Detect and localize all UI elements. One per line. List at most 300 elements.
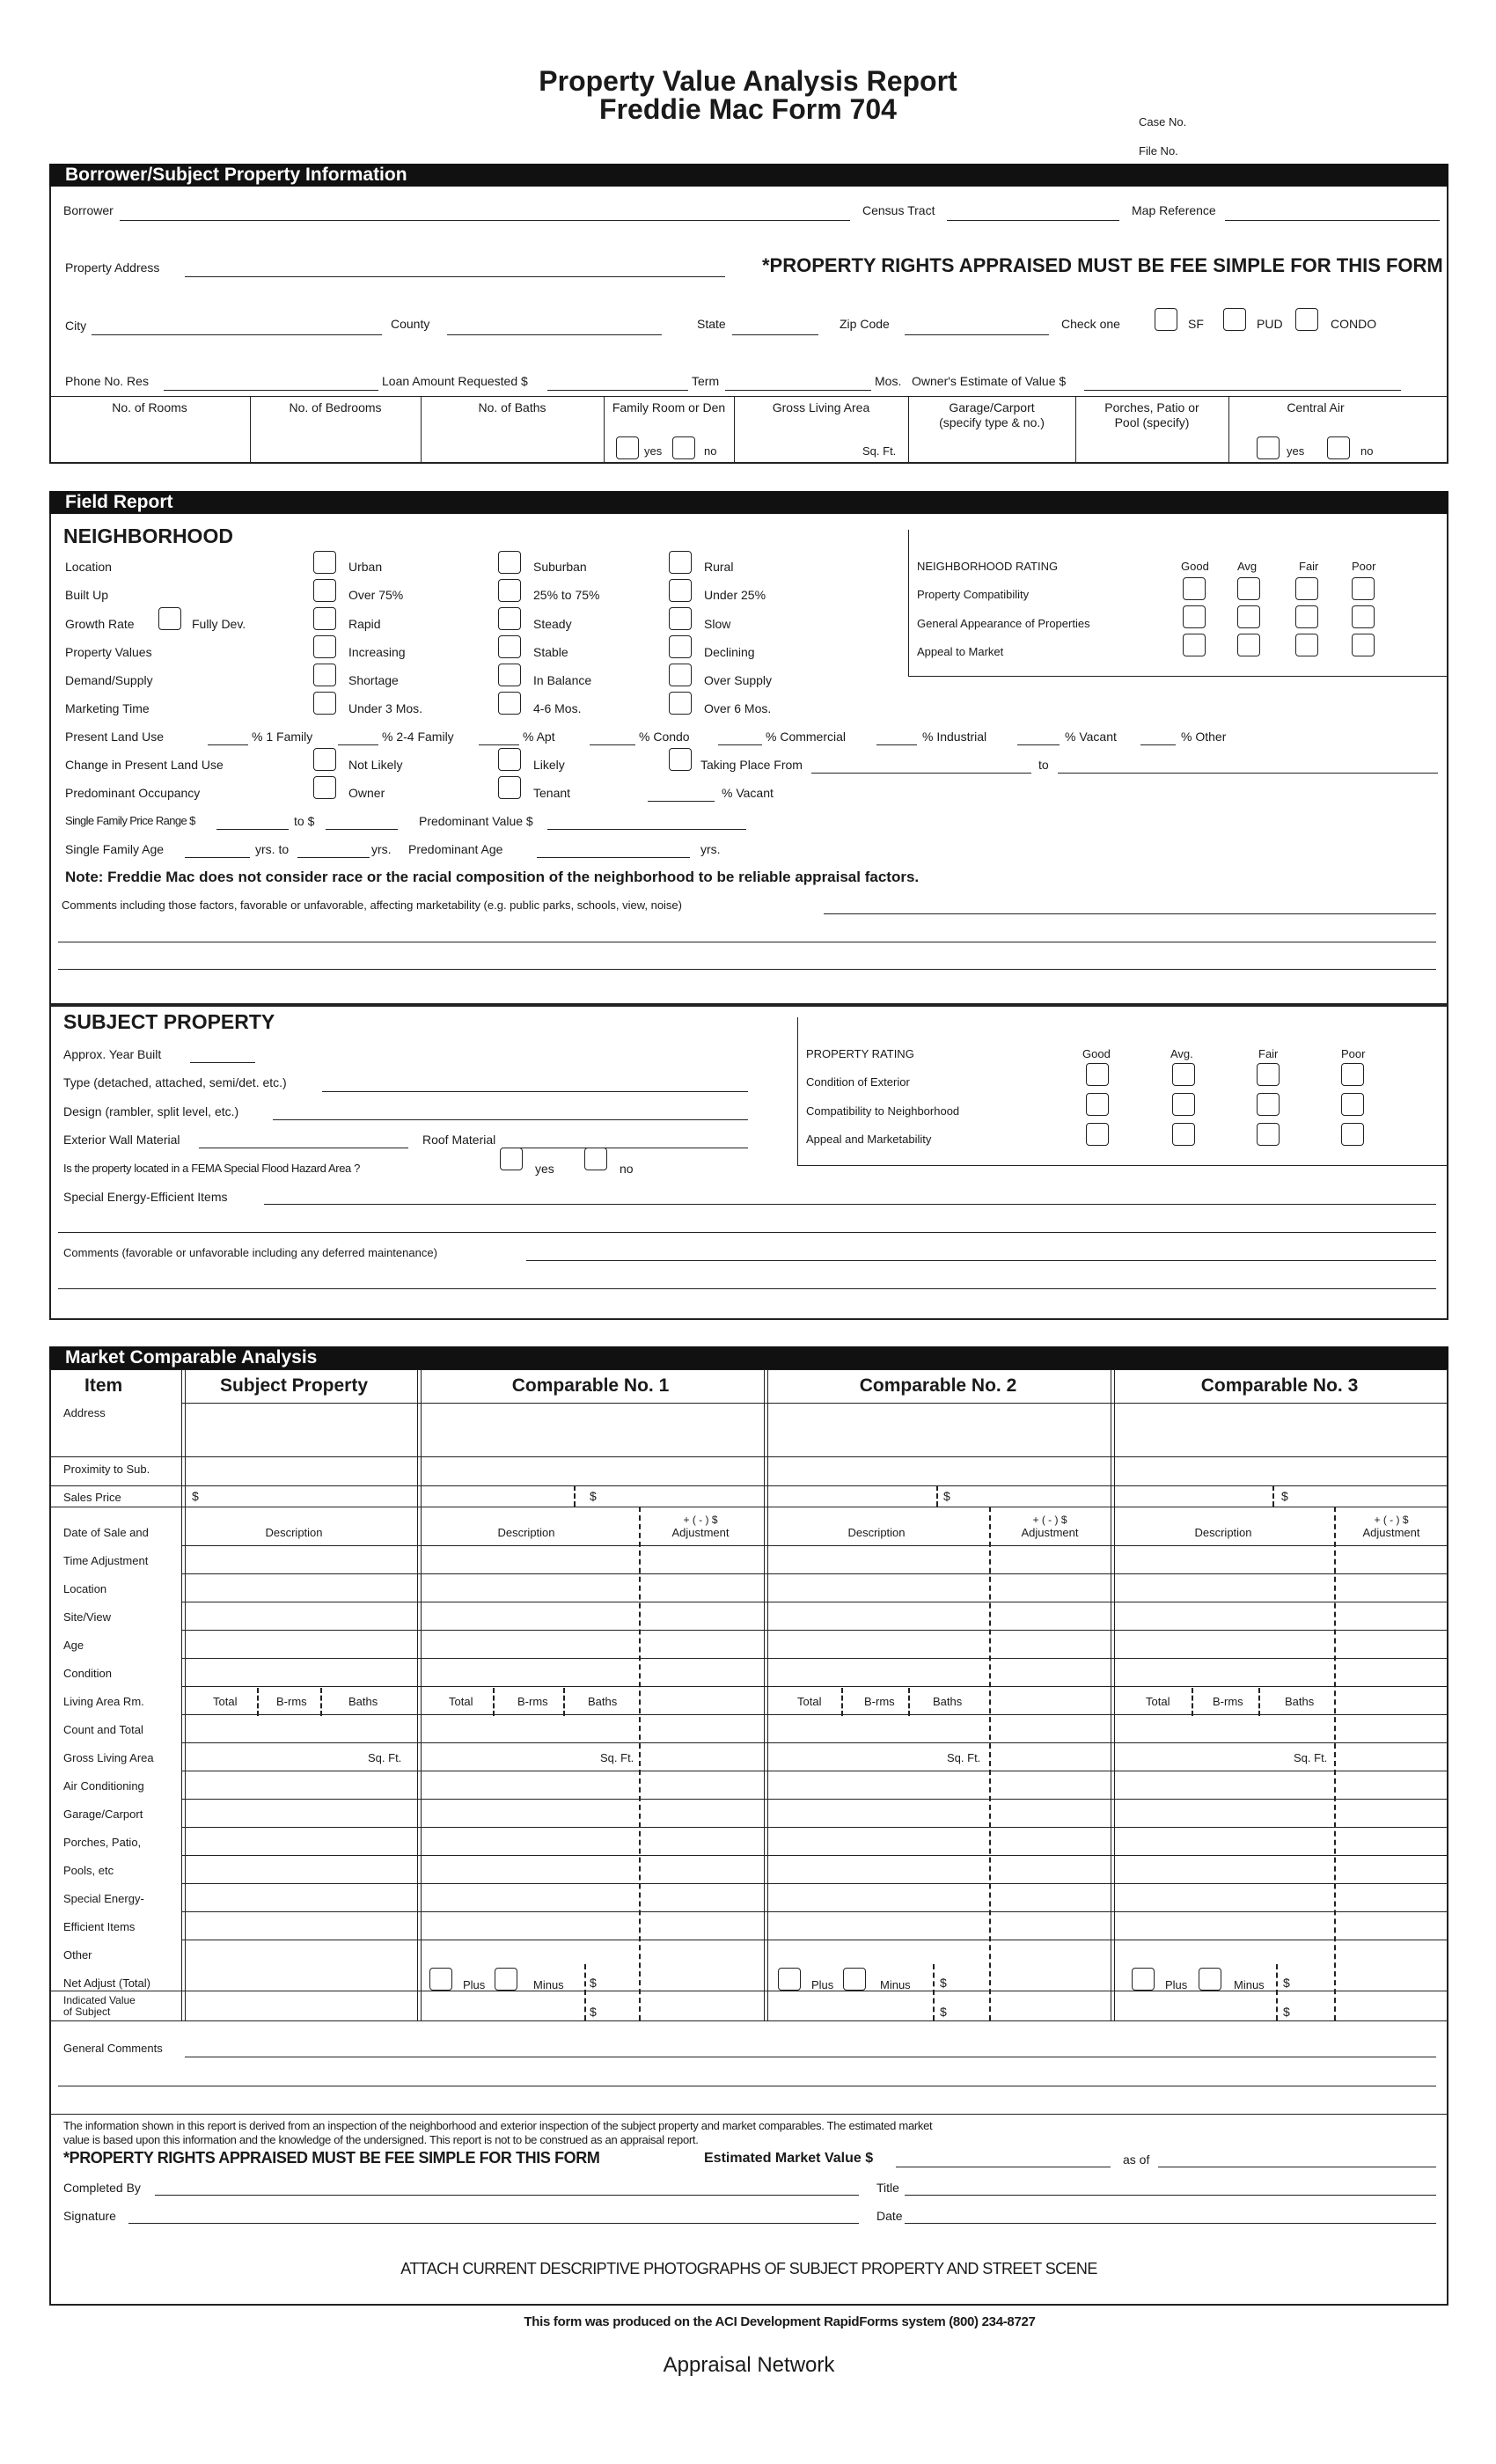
item-count-total: Count and Total bbox=[63, 1723, 143, 1736]
comp-3-plus-checkbox[interactable] bbox=[1132, 1968, 1155, 1991]
family-room-no-label: no bbox=[704, 444, 717, 458]
property-rating-checkbox[interactable] bbox=[1086, 1063, 1109, 1086]
subject-description-label: Description bbox=[265, 1526, 323, 1539]
field-report-header: Field Report bbox=[49, 491, 1448, 514]
25-to-75-checkbox[interactable] bbox=[498, 579, 521, 602]
property-rating-checkbox[interactable] bbox=[1341, 1093, 1364, 1116]
census-tract-label: Census Tract bbox=[862, 203, 935, 217]
land-use-input[interactable] bbox=[1017, 744, 1060, 745]
title-label: Title bbox=[876, 2181, 899, 2195]
property-rating-checkbox[interactable] bbox=[1086, 1093, 1109, 1116]
yrs-label: yrs. bbox=[371, 842, 392, 856]
pud-checkbox[interactable] bbox=[1223, 308, 1246, 331]
term-label: Term bbox=[692, 374, 720, 388]
fema-yes-checkbox[interactable] bbox=[500, 1148, 523, 1170]
address-label: Address bbox=[63, 1406, 106, 1419]
compatibility-neighborhood-label: Compatibility to Neighborhood bbox=[806, 1104, 960, 1118]
comp-3-description-label: Description bbox=[1194, 1526, 1252, 1539]
type-label: Type (detached, attached, semi/det. etc.) bbox=[63, 1075, 287, 1089]
single-family-age-label: Single Family Age bbox=[65, 842, 165, 856]
steady-checkbox[interactable] bbox=[498, 607, 521, 630]
property-rating-checkbox[interactable] bbox=[1257, 1123, 1280, 1146]
land-use-input[interactable] bbox=[338, 744, 378, 745]
zip-code-input[interactable] bbox=[905, 334, 1049, 335]
land-use-input[interactable] bbox=[718, 744, 762, 745]
loan-amount-label: Loan Amount Requested $ bbox=[382, 374, 528, 388]
mos-label: Mos. bbox=[875, 374, 902, 388]
property-rating-box-bottom bbox=[797, 1165, 1447, 1166]
grid-line bbox=[181, 1883, 1447, 1884]
comp-1-adjustment-label: Adjustment bbox=[671, 1526, 730, 1539]
family-room-yes-label: yes bbox=[644, 444, 663, 458]
item-garage-carport: Garage/Carport bbox=[63, 1808, 143, 1821]
4-6-mos-checkbox[interactable] bbox=[498, 692, 521, 715]
neighborhood-comments-input[interactable] bbox=[824, 913, 1436, 914]
comp-1-total-label: Total bbox=[449, 1695, 473, 1708]
comp-3-baths-label: Baths bbox=[1285, 1695, 1315, 1708]
location-label: Location bbox=[65, 560, 112, 574]
neighborhood-comments-label: Comments including those factors, favorable or unfavorable, affecting marketability (e.g. public parks, schools, view, noise) bbox=[62, 898, 682, 912]
demand-supply-label: Demand/Supply bbox=[65, 673, 153, 687]
grid-dashed-line bbox=[574, 1485, 576, 1507]
item-col-header: Item bbox=[84, 1375, 123, 1396]
land-use-input[interactable] bbox=[208, 744, 248, 745]
item-date-of-sale: Date of Sale and bbox=[63, 1526, 149, 1539]
grid-dashed-line bbox=[1272, 1485, 1274, 1507]
comp-3-total-label: Total bbox=[1146, 1695, 1170, 1708]
comp-2-minus-checkbox[interactable] bbox=[843, 1968, 866, 1991]
over-supply-label: Over Supply bbox=[704, 673, 773, 687]
rating-checkbox[interactable] bbox=[1183, 605, 1206, 628]
sf-label: SF bbox=[1188, 317, 1204, 331]
grid-line bbox=[49, 2020, 1447, 2021]
grid-line bbox=[49, 1456, 1447, 1457]
predominant-age-yrs-label: yrs. bbox=[700, 842, 721, 856]
rating-checkbox[interactable] bbox=[1237, 577, 1260, 600]
comp-2-brms-label: B-rms bbox=[864, 1695, 895, 1708]
property-rating-checkbox[interactable] bbox=[1341, 1063, 1364, 1086]
vacant-input[interactable] bbox=[648, 801, 715, 802]
baths-label: No. of Baths bbox=[478, 400, 546, 414]
design-input[interactable] bbox=[273, 1119, 748, 1120]
grid-dashed-line bbox=[936, 1485, 938, 1507]
rating-checkbox[interactable] bbox=[1237, 605, 1260, 628]
comp-3-minus-checkbox[interactable] bbox=[1199, 1968, 1221, 1991]
grid-dashed-line bbox=[933, 1964, 935, 2020]
grid-dashed-line bbox=[320, 1688, 322, 1716]
item-other: Other bbox=[63, 1948, 92, 1962]
property-rating-checkbox[interactable] bbox=[1172, 1063, 1195, 1086]
grid-line bbox=[181, 1827, 1447, 1828]
likely-label: Likely bbox=[533, 758, 565, 772]
property-rating-checkbox[interactable] bbox=[1257, 1063, 1280, 1086]
comp-2-indicated-dollar: $ bbox=[940, 2005, 947, 2019]
comp-3-sqft-label: Sq. Ft. bbox=[1294, 1751, 1328, 1764]
fema-no-checkbox[interactable] bbox=[584, 1148, 607, 1170]
rating-col-fair: Fair bbox=[1299, 560, 1319, 573]
under-25-checkbox[interactable] bbox=[669, 579, 692, 602]
grid-line bbox=[181, 1855, 1447, 1856]
property-rating-checkbox[interactable] bbox=[1172, 1093, 1195, 1116]
footer-fee-simple-notice: *PROPERTY RIGHTS APPRAISED MUST BE FEE SIMPLE FOR THIS FORM bbox=[63, 2149, 600, 2167]
stable-checkbox[interactable] bbox=[498, 635, 521, 658]
property-rating-checkbox[interactable] bbox=[1257, 1093, 1280, 1116]
comp-1-header: Comparable No. 1 bbox=[511, 1375, 670, 1396]
city-input[interactable] bbox=[92, 334, 382, 335]
land-use-apt: % Apt bbox=[523, 730, 555, 744]
rating-col-good: Good bbox=[1181, 560, 1209, 573]
grid-dashed-line bbox=[841, 1688, 843, 1716]
over-supply-checkbox[interactable] bbox=[669, 664, 692, 686]
land-use-other: % Other bbox=[1181, 730, 1227, 744]
subject-sqft-label: Sq. Ft. bbox=[368, 1751, 402, 1764]
rating-checkbox[interactable] bbox=[1183, 634, 1206, 656]
grid-dashed-line bbox=[257, 1688, 259, 1716]
grid-dashed-line bbox=[584, 1964, 586, 2020]
property-rating-checkbox[interactable] bbox=[1172, 1123, 1195, 1146]
taking-place-from-input[interactable] bbox=[811, 773, 1031, 774]
urban-label: Urban bbox=[348, 560, 383, 574]
bedrooms-label: No. of Bedrooms bbox=[289, 400, 382, 414]
grid-column-line bbox=[181, 1369, 182, 2020]
fema-question: Is the property located in a FEMA Special Flood Hazard Area ? bbox=[63, 1162, 360, 1175]
shortage-checkbox[interactable] bbox=[313, 664, 336, 686]
phone-label: Phone No. Res bbox=[65, 374, 149, 388]
land-use-input[interactable] bbox=[590, 744, 635, 745]
item-efficient-items: Efficient Items bbox=[63, 1920, 136, 1933]
item-time-adjustment: Time Adjustment bbox=[63, 1554, 149, 1567]
under-3-mos-checkbox[interactable] bbox=[313, 692, 336, 715]
rapid-checkbox[interactable] bbox=[313, 607, 336, 630]
taking-place-to-label: to bbox=[1038, 758, 1049, 772]
property-rating-checkbox[interactable] bbox=[1341, 1123, 1364, 1146]
grid-line bbox=[49, 1369, 1447, 1370]
comp-1-baths-label: Baths bbox=[588, 1695, 618, 1708]
grid-dashed-line bbox=[989, 1507, 991, 2020]
tenant-checkbox[interactable] bbox=[498, 776, 521, 799]
file-no-label: File No. bbox=[1139, 144, 1178, 158]
marketing-time-label: Marketing Time bbox=[65, 701, 150, 715]
comp-2-header: Comparable No. 2 bbox=[859, 1375, 1017, 1396]
price-range-to-input[interactable] bbox=[326, 829, 398, 830]
shortage-label: Shortage bbox=[348, 673, 399, 687]
grid-dashed-line bbox=[1192, 1688, 1193, 1716]
slow-checkbox[interactable] bbox=[669, 607, 692, 630]
comp-3-minus-label: Minus bbox=[1234, 1978, 1265, 1991]
general-comments-label: General Comments bbox=[63, 2042, 163, 2055]
comp-3-adj-top: + ( - ) $ bbox=[1374, 1514, 1409, 1526]
rating-checkbox[interactable] bbox=[1295, 634, 1318, 656]
comp-2-minus-label: Minus bbox=[880, 1978, 911, 1991]
market-header: Market Comparable Analysis bbox=[49, 1346, 1448, 1369]
property-compatibility-label: Property Compatibility bbox=[917, 588, 1030, 601]
yrs-to-label: yrs. to bbox=[255, 842, 290, 856]
increasing-checkbox[interactable] bbox=[313, 635, 336, 658]
disclaimer-line-1: The information shown in this report is derived from an inspection of the neighborhood and exterior inspection of the subject property and market comparables. The estimated market bbox=[63, 2119, 933, 2132]
rating-checkbox[interactable] bbox=[1295, 577, 1318, 600]
rural-checkbox[interactable] bbox=[669, 551, 692, 574]
land-use-commercial: % Commercial bbox=[766, 730, 847, 744]
grid-top-line bbox=[49, 396, 1448, 397]
over-6-mos-checkbox[interactable] bbox=[669, 692, 692, 715]
grid-dashed-line bbox=[1276, 1964, 1278, 2020]
grid-dashed-line bbox=[639, 1507, 641, 2020]
subject-baths-label: Baths bbox=[348, 1695, 378, 1708]
comp-3-indicated-dollar: $ bbox=[1283, 2005, 1290, 2019]
rapid-label: Rapid bbox=[348, 617, 381, 631]
phone-input[interactable] bbox=[164, 390, 378, 391]
completed-by-input[interactable] bbox=[155, 2195, 859, 2196]
increasing-label: Increasing bbox=[348, 645, 406, 659]
item-special-energy: Special Energy- bbox=[63, 1892, 144, 1905]
grid-column-line bbox=[417, 1369, 418, 2020]
subject-property-title: SUBJECT PROPERTY bbox=[63, 1010, 275, 1033]
taking-place-to-input[interactable] bbox=[1058, 773, 1438, 774]
design-label: Design (rambler, split level, etc.) bbox=[63, 1104, 239, 1118]
built-up-label: Built Up bbox=[65, 588, 109, 602]
change-land-use-label: Change in Present Land Use bbox=[65, 758, 224, 772]
property-rating-col-fair: Fair bbox=[1258, 1047, 1279, 1060]
grid-column-line bbox=[1114, 1369, 1115, 2020]
grid-dashed-line bbox=[493, 1688, 495, 1716]
zip-code-label: Zip Code bbox=[840, 317, 890, 331]
title-input[interactable] bbox=[905, 2195, 1436, 2196]
rating-box-left bbox=[908, 530, 909, 676]
grid-line bbox=[181, 1545, 1447, 1546]
property-rating-checkbox[interactable] bbox=[1086, 1123, 1109, 1146]
family-room-label: Family Room or Den bbox=[612, 400, 726, 414]
central-air-no-checkbox[interactable] bbox=[1327, 436, 1350, 459]
grid-sq-ft-label: Sq. Ft. bbox=[862, 444, 897, 458]
comp-2-plus-label: Plus bbox=[811, 1978, 834, 1991]
age-to-input[interactable] bbox=[297, 857, 370, 858]
comp-2-adjustment-label: Adjustment bbox=[1021, 1526, 1079, 1539]
land-use-input[interactable] bbox=[479, 744, 519, 745]
predominant-age-input[interactable] bbox=[537, 857, 690, 858]
comp-1-indicated-dollar: $ bbox=[590, 2005, 597, 2019]
property-address-input[interactable] bbox=[185, 276, 725, 277]
rating-col-avg: Avg bbox=[1237, 560, 1258, 573]
item-pools: Pools, etc bbox=[63, 1864, 114, 1877]
appeal-to-market-label: Appeal to Market bbox=[917, 645, 1004, 658]
fully-dev-label: Fully Dev. bbox=[192, 617, 246, 631]
term-input[interactable] bbox=[725, 390, 871, 391]
case-no-label: Case No. bbox=[1139, 115, 1187, 128]
vacant-label: % Vacant bbox=[722, 786, 774, 800]
rating-checkbox[interactable] bbox=[1352, 577, 1375, 600]
indicated-value-sublabel: of Subject bbox=[63, 2006, 111, 2018]
estimated-value-label: Estimated Market Value $ bbox=[704, 2151, 874, 2166]
grid-line bbox=[181, 1573, 1447, 1574]
loan-amount-input[interactable] bbox=[547, 390, 688, 391]
census-tract-input[interactable] bbox=[947, 220, 1119, 221]
grid-line bbox=[181, 1911, 1447, 1912]
fema-yes-label: yes bbox=[535, 1162, 554, 1176]
comp-1-minus-label: Minus bbox=[533, 1978, 564, 1991]
condition-exterior-label: Condition of Exterior bbox=[806, 1075, 910, 1089]
garage-sublabel: (specify type & no.) bbox=[939, 415, 1045, 429]
family-room-no-checkbox[interactable] bbox=[672, 436, 695, 459]
energy-items-input[interactable] bbox=[264, 1204, 1436, 1205]
comp-1-adj-top: + ( - ) $ bbox=[683, 1514, 718, 1526]
borrower-label: Borrower bbox=[63, 203, 114, 217]
urban-checkbox[interactable] bbox=[313, 551, 336, 574]
25-to-75-label: 25% to 75% bbox=[533, 588, 600, 602]
owner-estimate-input[interactable] bbox=[1084, 390, 1401, 391]
roof-material-label: Roof Material bbox=[422, 1133, 496, 1147]
likely-checkbox[interactable] bbox=[498, 748, 521, 771]
comp-1-plus-label: Plus bbox=[463, 1978, 486, 1991]
rating-box-bottom bbox=[908, 676, 1447, 677]
fema-no-label: no bbox=[620, 1162, 634, 1176]
subject-sales-dollar: $ bbox=[192, 1489, 199, 1503]
subject-col-header: Subject Property bbox=[219, 1375, 369, 1396]
owner-checkbox[interactable] bbox=[313, 776, 336, 799]
over-6-mos-label: Over 6 Mos. bbox=[704, 701, 772, 715]
under-3-mos-label: Under 3 Mos. bbox=[348, 701, 423, 715]
comp-1-plus-checkbox[interactable] bbox=[429, 1968, 452, 1991]
comp-2-adj-top: + ( - ) $ bbox=[1032, 1514, 1067, 1526]
price-range-label: Single Family Price Range $ bbox=[65, 814, 195, 827]
taking-place-checkbox[interactable] bbox=[669, 748, 692, 771]
map-reference-input[interactable] bbox=[1225, 220, 1440, 221]
energy-items-input[interactable] bbox=[58, 1232, 1436, 1233]
grid-line bbox=[181, 1658, 1447, 1659]
fully-dev-checkbox[interactable] bbox=[158, 607, 181, 630]
comp-1-minus-checkbox[interactable] bbox=[495, 1968, 517, 1991]
condo-label: CONDO bbox=[1331, 317, 1377, 331]
energy-items-label: Special Energy-Efficient Items bbox=[63, 1190, 228, 1204]
central-air-yes-checkbox[interactable] bbox=[1257, 436, 1280, 459]
grid-line bbox=[181, 1630, 1447, 1631]
disclaimer-line-2: value is based upon this information and the knowledge of the undersigned. This report is not to be construed as an appraisal report. bbox=[63, 2133, 699, 2146]
comp-2-sales-dollar: $ bbox=[943, 1489, 950, 1503]
declining-checkbox[interactable] bbox=[669, 635, 692, 658]
property-address-label: Property Address bbox=[65, 260, 160, 275]
appeal-marketability-label: Appeal and Marketability bbox=[806, 1133, 932, 1146]
tenant-label: Tenant bbox=[533, 786, 571, 800]
grid-line bbox=[181, 1799, 1447, 1800]
predominant-occupancy-label: Predominant Occupancy bbox=[65, 786, 201, 800]
comp-2-plus-checkbox[interactable] bbox=[778, 1968, 801, 1991]
form-title: Property Value Analysis Report bbox=[539, 65, 957, 97]
suburban-checkbox[interactable] bbox=[498, 551, 521, 574]
declining-label: Declining bbox=[704, 645, 755, 659]
attach-photos-note: ATTACH CURRENT DESCRIPTIVE PHOTOGRAPHS OF SUBJECT PROPERTY AND STREET SCENE bbox=[400, 2260, 1097, 2277]
county-label: County bbox=[391, 317, 430, 331]
subject-comments-input[interactable] bbox=[526, 1260, 1436, 1261]
predominant-value-label: Predominant Value $ bbox=[419, 814, 533, 828]
comp-3-sales-dollar: $ bbox=[1281, 1489, 1288, 1503]
central-air-label: Central Air bbox=[1287, 400, 1345, 414]
age-from-input[interactable] bbox=[185, 857, 250, 858]
state-input[interactable] bbox=[732, 334, 818, 335]
grid-line bbox=[49, 1485, 1447, 1486]
net-adjust-label: Net Adjust (Total) bbox=[63, 1976, 150, 1990]
comp-2-net-dollar: $ bbox=[940, 1976, 947, 1990]
family-room-yes-checkbox[interactable] bbox=[616, 436, 639, 459]
rating-checkbox[interactable] bbox=[1237, 634, 1260, 656]
owner-estimate-label: Owner's Estimate of Value $ bbox=[912, 374, 1067, 388]
property-rating-box-left bbox=[797, 1017, 798, 1165]
indicated-value-label: Indicated Value bbox=[63, 1994, 136, 2006]
not-likely-checkbox[interactable] bbox=[313, 748, 336, 771]
comp-2-baths-label: Baths bbox=[933, 1695, 963, 1708]
grid-dashed-line bbox=[1334, 1507, 1336, 2020]
item-gross-living-area: Gross Living Area bbox=[63, 1751, 154, 1764]
appraisal-network-label: Appraisal Network bbox=[663, 2353, 835, 2377]
grid-line bbox=[181, 1403, 1447, 1404]
type-input[interactable] bbox=[322, 1091, 748, 1092]
price-range-from-input[interactable] bbox=[216, 829, 289, 830]
rural-label: Rural bbox=[704, 560, 734, 574]
race-note: Note: Freddie Mac does not consider race or the racial composition of the neighborhood to be reliable appraisal factors. bbox=[65, 869, 920, 885]
city-label: City bbox=[65, 319, 87, 333]
in-balance-label: In Balance bbox=[533, 673, 592, 687]
state-label: State bbox=[697, 317, 726, 331]
county-input[interactable] bbox=[447, 334, 662, 335]
grid-column-line bbox=[767, 1369, 768, 2020]
land-use-input[interactable] bbox=[876, 744, 917, 745]
suburban-label: Suburban bbox=[533, 560, 587, 574]
4-6-mos-label: 4-6 Mos. bbox=[533, 701, 582, 715]
property-rating-title: PROPERTY RATING bbox=[806, 1047, 914, 1060]
comp-1-sqft-label: Sq. Ft. bbox=[600, 1751, 634, 1764]
property-values-label: Property Values bbox=[65, 645, 152, 659]
grid-column-line bbox=[421, 1369, 422, 2020]
rating-checkbox[interactable] bbox=[1352, 634, 1375, 656]
present-land-use-label: Present Land Use bbox=[65, 730, 165, 744]
predominant-value-input[interactable] bbox=[547, 829, 746, 830]
land-use-2-4-family: % 2-4 Family bbox=[382, 730, 454, 744]
subject-comments-input[interactable] bbox=[58, 1288, 1436, 1289]
item-site-view: Site/View bbox=[63, 1610, 111, 1624]
central-air-yes-label: yes bbox=[1287, 444, 1305, 458]
land-use-input[interactable] bbox=[1140, 744, 1176, 745]
property-rating-col-poor: Poor bbox=[1341, 1047, 1366, 1060]
fee-simple-notice: *PROPERTY RIGHTS APPRAISED MUST BE FEE SIMPLE FOR THIS FORM bbox=[762, 254, 1443, 276]
neighborhood-rating-title: NEIGHBORHOOD RATING bbox=[917, 560, 1059, 573]
item-living-area-rm: Living Area Rm. bbox=[63, 1695, 144, 1708]
signature-label: Signature bbox=[63, 2209, 116, 2223]
grid-dashed-line bbox=[563, 1688, 565, 1716]
in-balance-checkbox[interactable] bbox=[498, 664, 521, 686]
grid-column-line bbox=[764, 1369, 765, 2020]
land-use-1-family: % 1 Family bbox=[252, 730, 313, 744]
over-75-checkbox[interactable] bbox=[313, 579, 336, 602]
borrower-input[interactable] bbox=[120, 220, 850, 221]
subject-comments-label: Comments (favorable or unfavorable including any deferred maintenance) bbox=[63, 1246, 437, 1259]
signature-input[interactable] bbox=[128, 2223, 859, 2224]
neighborhood-comments-input[interactable] bbox=[58, 969, 1436, 970]
comp-1-net-dollar: $ bbox=[590, 1976, 597, 1990]
condo-checkbox[interactable] bbox=[1295, 308, 1318, 331]
comp-3-plus-label: Plus bbox=[1165, 1978, 1188, 1991]
rating-checkbox[interactable] bbox=[1295, 605, 1318, 628]
year-built-input[interactable] bbox=[190, 1062, 255, 1063]
comp-3-brms-label: B-rms bbox=[1213, 1695, 1243, 1708]
property-rating-col-good: Good bbox=[1082, 1047, 1111, 1060]
comp-1-description-label: Description bbox=[497, 1526, 555, 1539]
rating-col-poor: Poor bbox=[1352, 560, 1376, 573]
sf-checkbox[interactable] bbox=[1155, 308, 1177, 331]
rating-checkbox[interactable] bbox=[1183, 577, 1206, 600]
year-built-label: Approx. Year Built bbox=[63, 1047, 162, 1061]
rating-checkbox[interactable] bbox=[1352, 605, 1375, 628]
grid-column-line bbox=[185, 1369, 186, 2020]
date-input[interactable] bbox=[905, 2223, 1436, 2224]
porches-sublabel: Pool (specify) bbox=[1114, 415, 1190, 429]
